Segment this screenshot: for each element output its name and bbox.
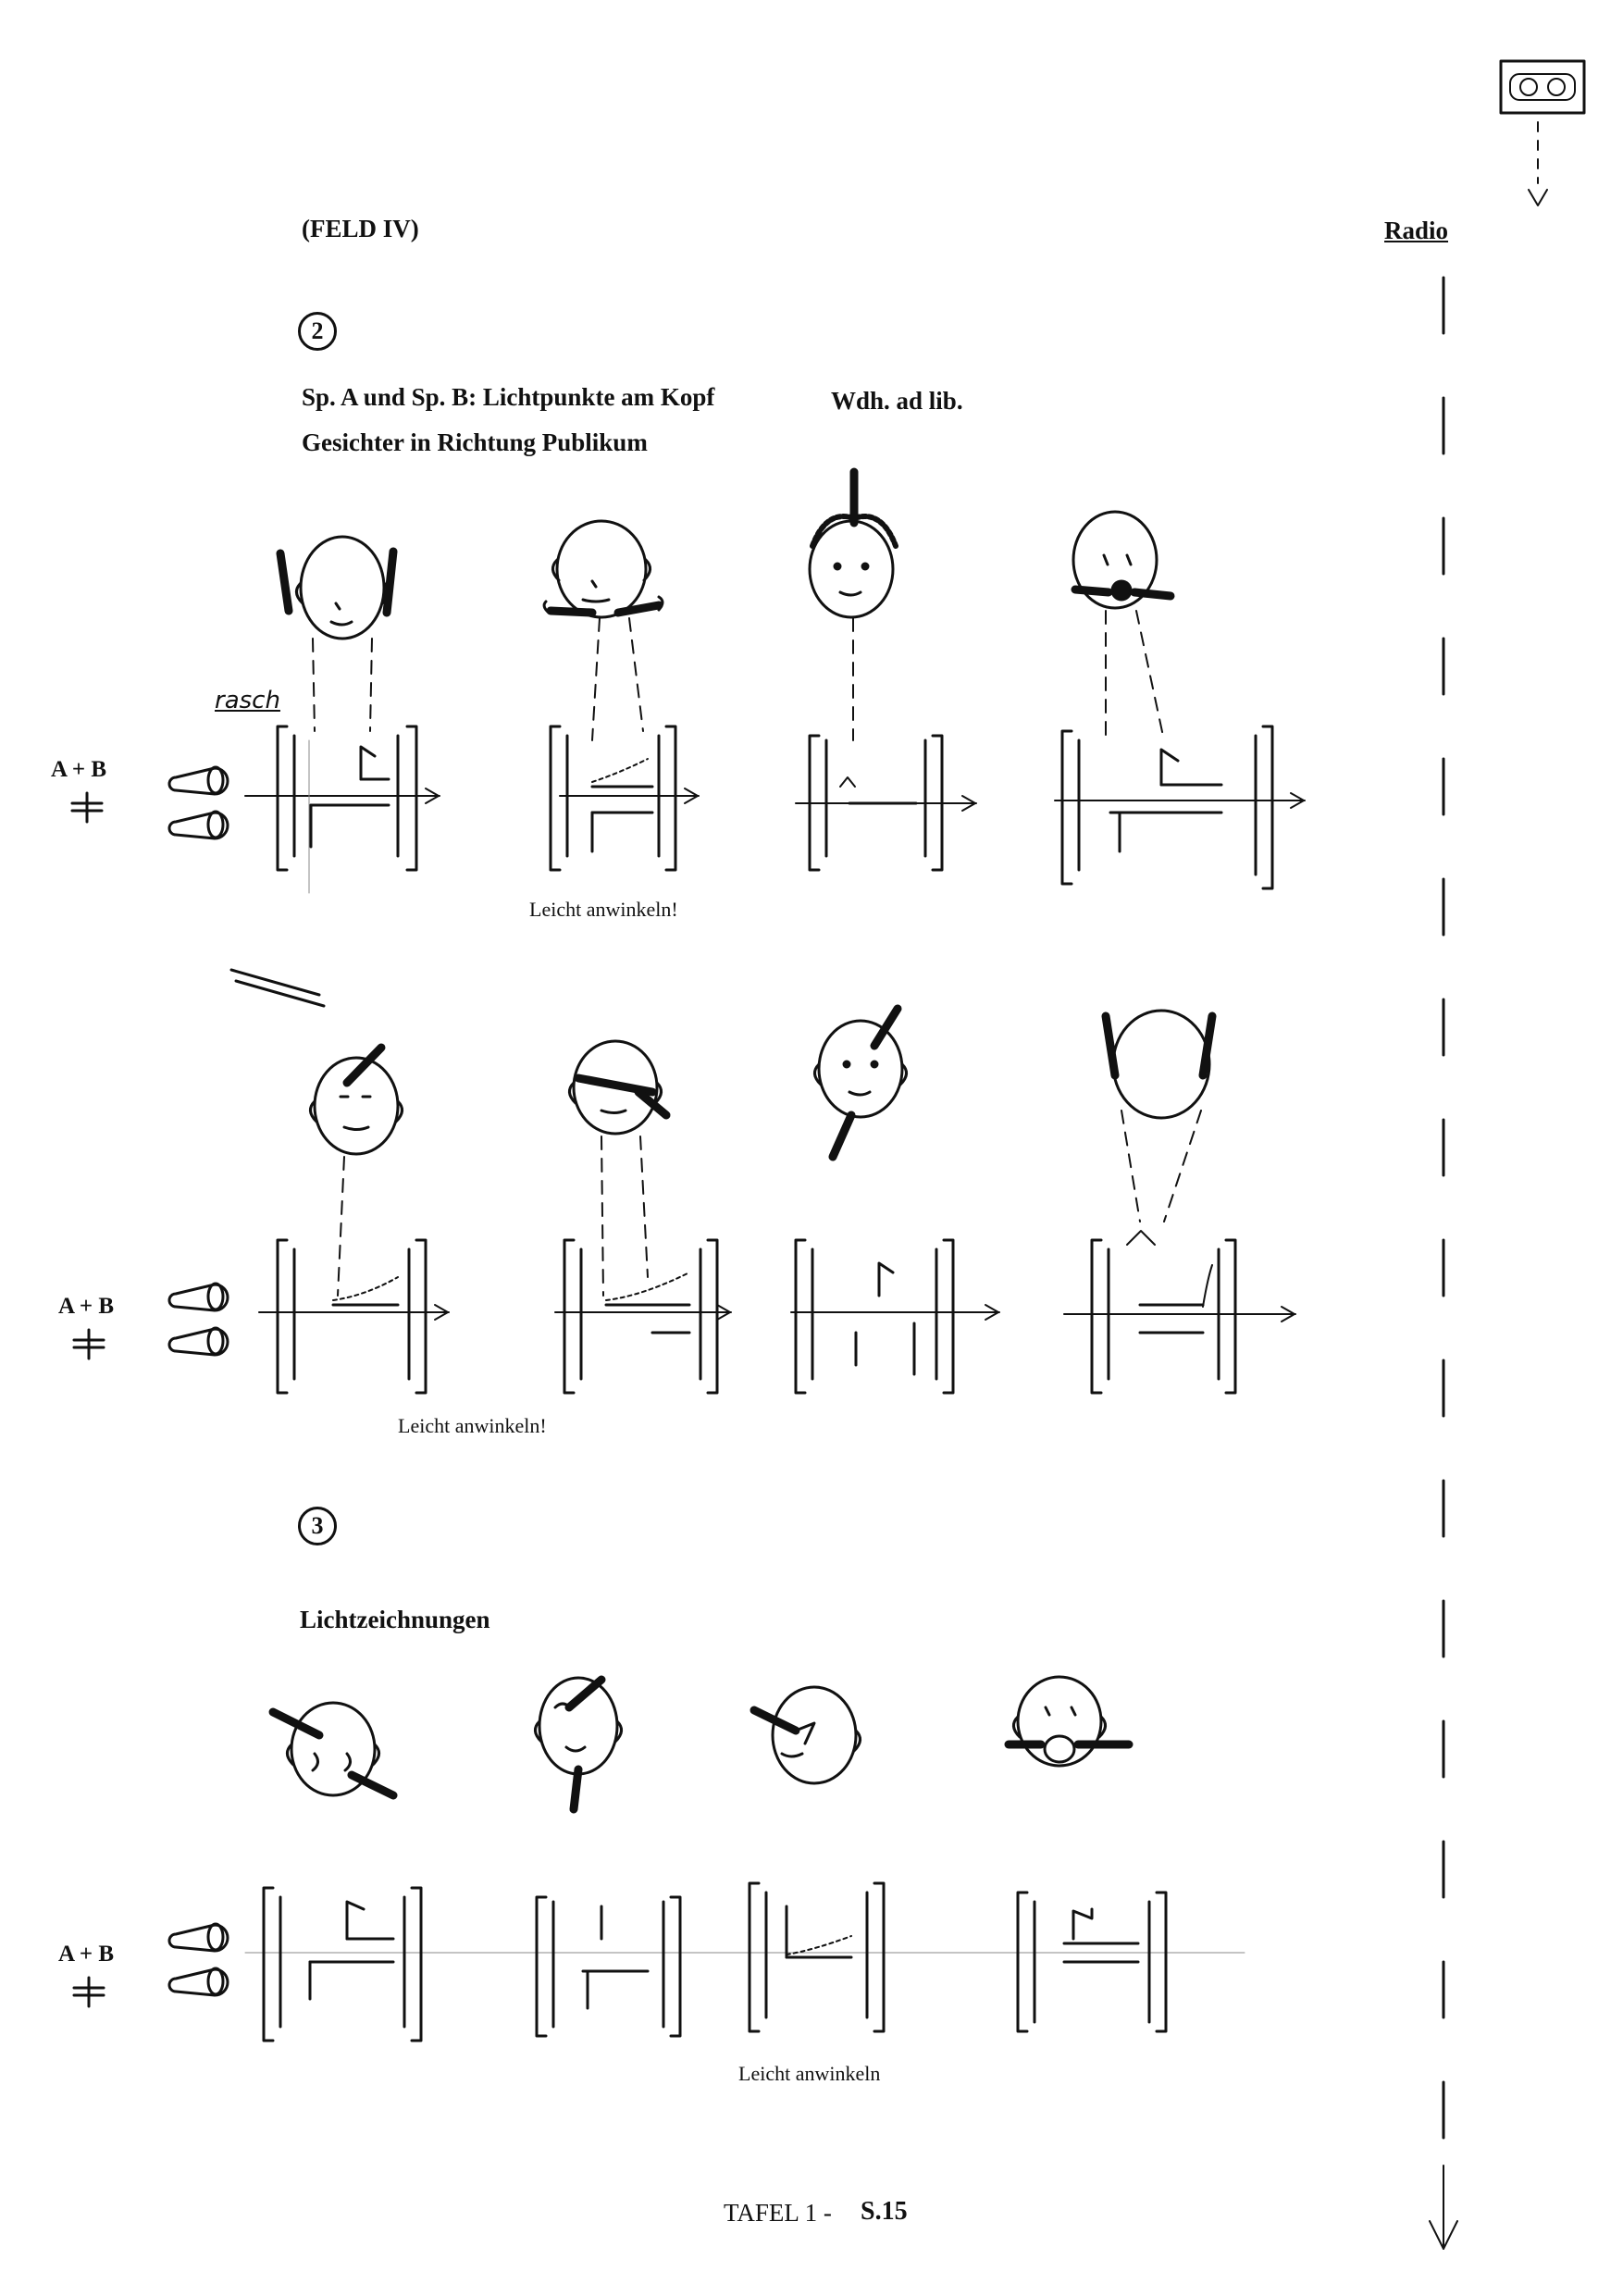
notation-staff	[551, 726, 699, 870]
instruction-row1: Leicht anwinkeln!	[529, 898, 678, 921]
notation-staff	[245, 1888, 1245, 2041]
section-2-marker	[298, 312, 337, 351]
section-2-line2: Gesichter in Richtung Publikum	[302, 428, 648, 456]
double-slash-divider	[231, 970, 324, 1006]
footer-tafel: TAFEL 1 -	[724, 2199, 832, 2227]
instruction-row3: Leicht anwinkeln	[738, 2062, 881, 2085]
notation-staff	[1055, 726, 1305, 888]
notation-staff	[750, 1883, 884, 2031]
notation-staff	[1064, 1231, 1295, 1393]
notation-staff	[555, 1240, 731, 1393]
section-2-number: 2	[298, 312, 337, 351]
face-icon	[273, 1703, 393, 1795]
face-icon	[1009, 1677, 1129, 1766]
players-label-row2: A + B	[58, 1294, 115, 1319]
face-icon	[569, 1041, 666, 1296]
radio-label: Radio	[1384, 217, 1449, 244]
section-3-marker	[298, 1507, 337, 1545]
face-icon	[814, 1009, 906, 1157]
footer-page: S.15	[861, 2197, 908, 2226]
section-3-title: Lichtzeichnungen	[300, 1606, 490, 1633]
flashlight-icon	[169, 1284, 228, 1355]
notation-staff	[245, 726, 440, 893]
notation-staff	[791, 1240, 999, 1393]
face-icon	[535, 1678, 621, 1809]
repeat-instruction: Wdh. ad lib.	[831, 387, 963, 415]
radio-timeline	[1430, 278, 1457, 2249]
tempo-marking: rasch	[215, 687, 280, 714]
notation-staff	[259, 1240, 449, 1393]
flashlight-icon	[169, 767, 228, 838]
face-icon	[810, 472, 896, 740]
section-2-line1: Sp. A und Sp. B: Lichtpunkte am Kopf	[302, 383, 715, 411]
tape-icon	[1501, 61, 1584, 205]
notation-staff	[1018, 1893, 1166, 2031]
players-label-row3: A + B	[58, 1942, 115, 1967]
instruction-row2: Leicht anwinkeln!	[398, 1414, 547, 1437]
field-heading: (FELD IV)	[302, 215, 419, 242]
double-bar-icon	[74, 1330, 104, 1359]
face-icon	[544, 521, 663, 740]
face-icon	[310, 1048, 402, 1296]
face-icon	[754, 1687, 861, 1783]
players-label-row1: A + B	[51, 757, 107, 782]
double-bar-icon	[72, 793, 102, 822]
flashlight-icon	[169, 1924, 228, 1995]
notation-staff	[796, 736, 976, 870]
double-bar-icon	[74, 1978, 104, 2006]
face-icon	[1106, 1011, 1212, 1222]
notation-staff	[537, 1897, 680, 2036]
face-icon	[280, 537, 393, 731]
face-icon	[1073, 512, 1171, 740]
section-3-number: 3	[298, 1507, 337, 1545]
